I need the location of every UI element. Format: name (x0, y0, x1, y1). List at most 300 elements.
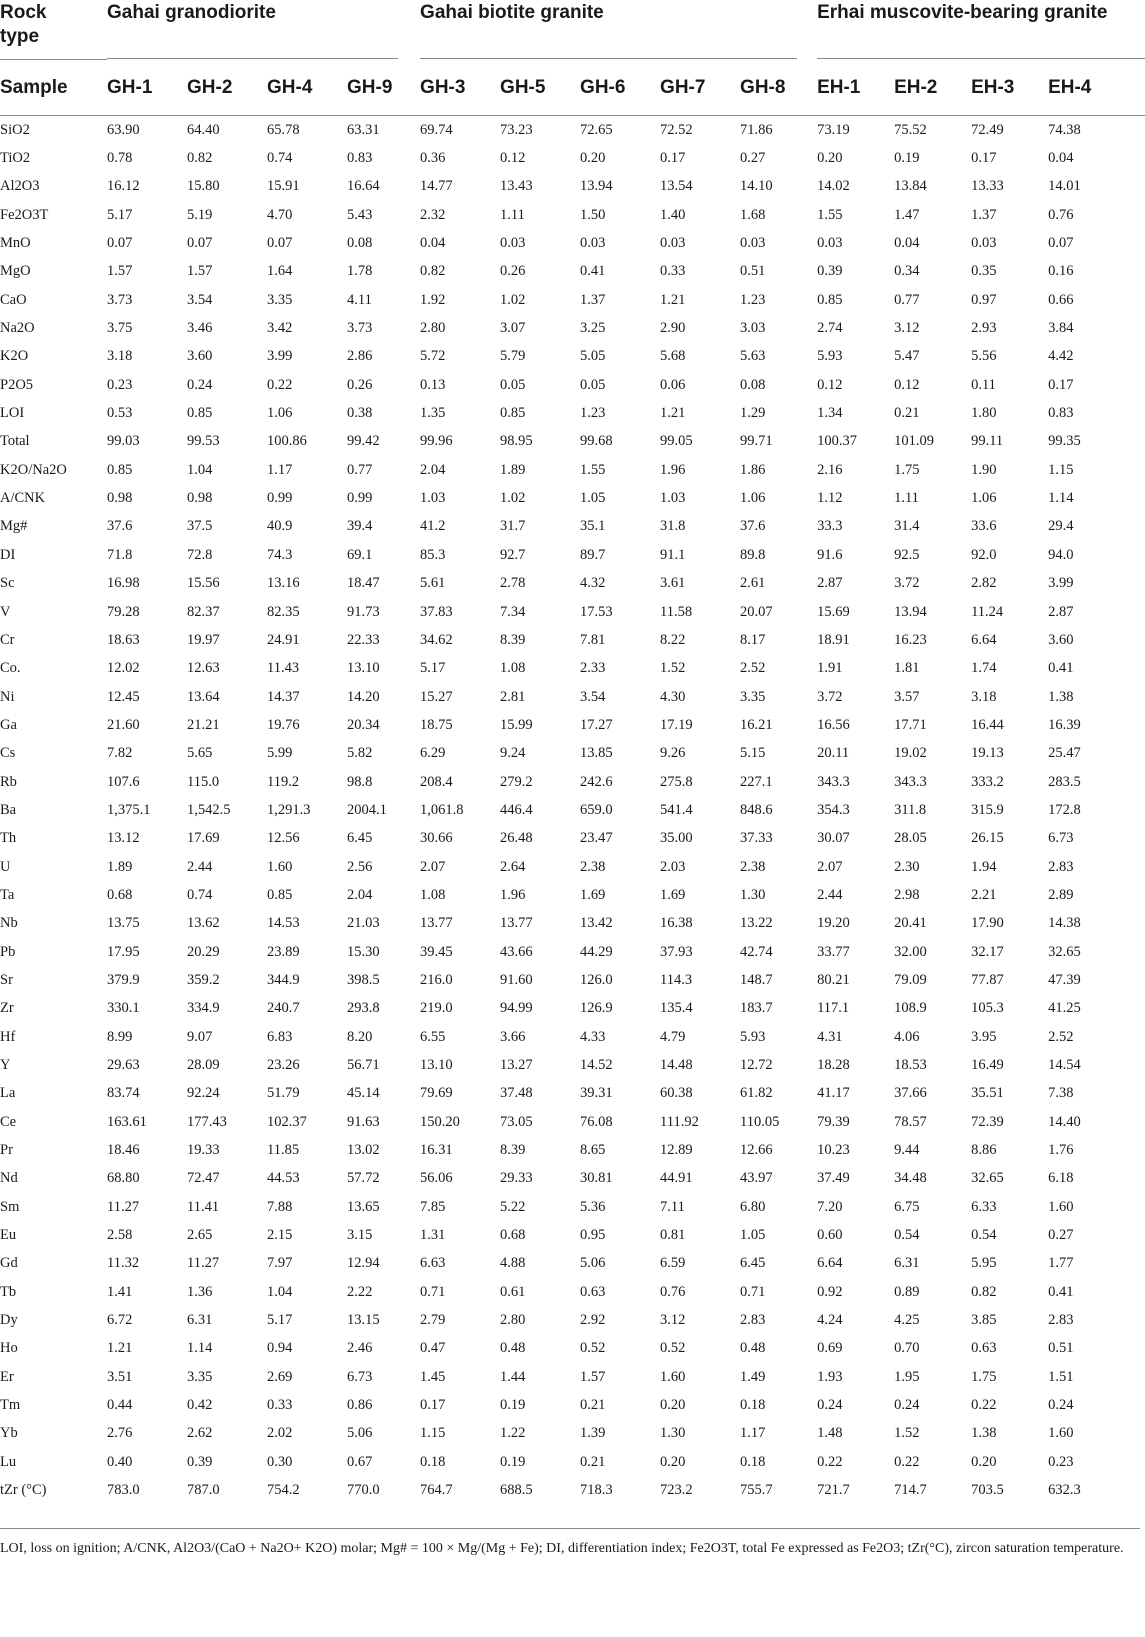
table-cell: 2.83 (1048, 1312, 1074, 1329)
table-cell: 0.85 (187, 405, 213, 422)
table-cell: 12.89 (660, 1142, 693, 1159)
table-cell: 0.74 (267, 150, 293, 167)
table-cell: 72.65 (580, 121, 613, 138)
table-cell: 1.92 (420, 291, 446, 308)
table-cell: 2.90 (660, 320, 686, 337)
table-cell: 1.57 (580, 1368, 606, 1385)
table-cell: 5.17 (420, 660, 446, 677)
table-cell: 14.37 (267, 688, 300, 705)
table-cell: 12.02 (107, 660, 140, 677)
table-cell: 14.48 (660, 1057, 693, 1074)
table-cell: 0.70 (894, 1340, 920, 1357)
sample-header: GH-7 (660, 60, 740, 116)
sample-column-header: Sample (0, 60, 107, 116)
table-cell: 3.15 (347, 1227, 373, 1244)
table-cell: 3.46 (187, 320, 213, 337)
sample-header: GH-1 (107, 60, 187, 116)
table-cell: 216.0 (420, 971, 453, 988)
table-cell: 94.0 (1048, 546, 1074, 563)
sample-header: EH-2 (894, 60, 971, 116)
table-cell: 1.77 (1048, 1255, 1074, 1272)
table-cell: 0.34 (894, 263, 920, 280)
table-cell: 77.87 (971, 971, 1004, 988)
table-cell: 333.2 (971, 773, 1004, 790)
row-label: DI (0, 546, 16, 563)
table-cell: 31.8 (660, 518, 686, 535)
table-cell: 3.07 (500, 320, 526, 337)
table-cell: 0.24 (1048, 1397, 1074, 1414)
table-row (0, 1023, 1145, 1051)
table-cell: 89.7 (580, 546, 606, 563)
table-cell: 2.83 (740, 1312, 766, 1329)
table-cell: 1.68 (740, 206, 766, 223)
table-row (0, 1108, 1145, 1136)
table-cell: 2.22 (347, 1283, 373, 1300)
table-cell: 398.5 (347, 971, 380, 988)
table-cell: 3.03 (740, 320, 766, 337)
table-cell: 183.7 (740, 1000, 773, 1017)
row-label: Hf (0, 1028, 16, 1045)
table-cell: 20.29 (187, 943, 220, 960)
table-row (0, 201, 1145, 229)
table-cell: 35.1 (580, 518, 606, 535)
table-cell: 0.03 (740, 235, 766, 252)
table-cell: 0.47 (420, 1340, 446, 1357)
table-cell: 2.02 (267, 1425, 293, 1442)
table-cell: 1.17 (267, 461, 293, 478)
table-cell: 2.61 (740, 575, 766, 592)
table-cell: 115.0 (187, 773, 220, 790)
table-cell: 2.46 (347, 1340, 373, 1357)
row-label: P2O5 (0, 376, 34, 393)
table-cell: 2.32 (420, 206, 446, 223)
table-cell: 4.30 (660, 688, 686, 705)
table-cell: 19.76 (267, 716, 300, 733)
table-row (0, 683, 1145, 711)
table-cell: 0.12 (500, 150, 526, 167)
row-label: MnO (0, 235, 31, 252)
table-row (0, 428, 1145, 456)
table-cell: 14.10 (740, 178, 773, 195)
table-cell: 12.66 (740, 1142, 773, 1159)
table-cell: 0.76 (1048, 206, 1074, 223)
table-cell: 6.45 (347, 830, 373, 847)
table-cell: 1.69 (660, 886, 686, 903)
table-cell: 0.85 (817, 291, 843, 308)
table-cell: 37.5 (187, 518, 213, 535)
table-cell: 5.72 (420, 348, 446, 365)
table-cell: 0.39 (187, 1453, 213, 1470)
row-label: Rb (0, 773, 17, 790)
table-cell: 5.36 (580, 1198, 606, 1215)
table-cell: 2.87 (817, 575, 843, 592)
table-cell: 0.24 (894, 1397, 920, 1414)
table-row (0, 796, 1145, 824)
table-cell: 11.41 (187, 1198, 220, 1215)
table-cell: 61.82 (740, 1085, 773, 1102)
table-cell: 9.26 (660, 745, 686, 762)
table-cell: 126.0 (580, 971, 613, 988)
table-cell: 0.22 (267, 376, 293, 393)
table-cell: 0.04 (420, 235, 446, 252)
table-row (0, 399, 1145, 427)
table-cell: 60.38 (660, 1085, 693, 1102)
table-cell: 5.99 (267, 745, 293, 762)
table-cell: 1.31 (420, 1227, 446, 1244)
table-cell: 2.03 (660, 858, 686, 875)
table-cell: 3.54 (187, 291, 213, 308)
row-label: Ba (0, 801, 17, 818)
row-label: Ta (0, 886, 15, 903)
sample-header: GH-9 (347, 60, 420, 116)
row-label: Total (0, 433, 30, 450)
table-cell: 3.99 (267, 348, 293, 365)
table-cell: 114.3 (660, 971, 693, 988)
table-cell: 117.1 (817, 1000, 850, 1017)
table-cell: 41.2 (420, 518, 446, 535)
table-cell: 1.60 (660, 1368, 686, 1385)
table-row (0, 881, 1145, 909)
table-row (0, 1221, 1145, 1249)
table-cell: 1.44 (500, 1368, 526, 1385)
table-cell: 0.54 (894, 1227, 920, 1244)
table-cell: 94.99 (500, 1000, 533, 1017)
table-cell: 0.83 (347, 150, 373, 167)
table-cell: 1.50 (580, 206, 606, 223)
table-row (0, 1136, 1145, 1164)
table-cell: 17.53 (580, 603, 613, 620)
table-cell: 0.03 (580, 235, 606, 252)
table-cell: 5.79 (500, 348, 526, 365)
table-cell: 446.4 (500, 801, 533, 818)
table-cell: 11.85 (267, 1142, 300, 1159)
table-cell: 2.98 (894, 886, 920, 903)
table-cell: 0.82 (187, 150, 213, 167)
table-cell: 73.05 (500, 1113, 533, 1130)
table-cell: 1.14 (187, 1340, 213, 1357)
table-row (0, 853, 1145, 881)
table-cell: 0.92 (817, 1283, 843, 1300)
table-cell: 150.20 (420, 1113, 460, 1130)
table-cell: 2.44 (187, 858, 213, 875)
table-cell: 101.09 (894, 433, 934, 450)
table-cell: 0.12 (894, 376, 920, 393)
table-cell: 0.11 (971, 376, 996, 393)
table-cell: 1.76 (1048, 1142, 1074, 1159)
row-label: tZr (°C) (0, 1482, 47, 1499)
table-cell: 8.39 (500, 1142, 526, 1159)
table-cell: 11.24 (971, 603, 1004, 620)
table-cell: 44.91 (660, 1170, 693, 1187)
table-row (0, 1335, 1145, 1363)
table-cell: 2.38 (580, 858, 606, 875)
table-cell: 6.29 (420, 745, 446, 762)
table-cell: 764.7 (420, 1482, 453, 1499)
table-cell: 69.74 (420, 121, 453, 138)
sample-header: GH-5 (500, 60, 580, 116)
table-cell: 4.06 (894, 1028, 920, 1045)
table-cell: 79.28 (107, 603, 140, 620)
table-cell: 12.94 (347, 1255, 380, 1272)
table-cell: 6.72 (107, 1312, 133, 1329)
table-cell: 2.92 (580, 1312, 606, 1329)
table-cell: 3.75 (107, 320, 133, 337)
table-cell: 0.44 (107, 1397, 133, 1414)
table-cell: 13.12 (107, 830, 140, 847)
row-label: Pb (0, 943, 16, 960)
table-cell: 1.21 (660, 405, 686, 422)
table-cell: 82.37 (187, 603, 220, 620)
table-cell: 17.90 (971, 915, 1004, 932)
sample-header: GH-4 (267, 60, 347, 116)
table-cell: 40.9 (267, 518, 293, 535)
table-cell: 2.16 (817, 461, 843, 478)
table-cell: 6.80 (740, 1198, 766, 1215)
table-cell: 359.2 (187, 971, 220, 988)
table-cell: 0.23 (1048, 1453, 1074, 1470)
table-cell: 0.89 (894, 1283, 920, 1300)
table-cell: 32.65 (1048, 943, 1081, 960)
table-cell: 1.37 (580, 291, 606, 308)
row-label: Sc (0, 575, 15, 592)
table-cell: 21.60 (107, 716, 140, 733)
table-cell: 0.66 (1048, 291, 1074, 308)
table-cell: 2.64 (500, 858, 526, 875)
table-cell: 1.55 (580, 461, 606, 478)
table-cell: 0.48 (740, 1340, 766, 1357)
table-cell: 18.46 (107, 1142, 140, 1159)
table-cell: 9.44 (894, 1142, 920, 1159)
table-cell: 0.86 (347, 1397, 373, 1414)
table-cell: 126.9 (580, 1000, 613, 1017)
table-cell: 311.8 (894, 801, 927, 818)
table-cell: 5.17 (267, 1312, 293, 1329)
table-cell: 34.48 (894, 1170, 927, 1187)
table-cell: 91.73 (347, 603, 380, 620)
table-cell: 1,061.8 (420, 801, 464, 818)
table-cell: 1.91 (817, 660, 843, 677)
row-label: Lu (0, 1453, 17, 1470)
table-cell: 0.22 (817, 1453, 843, 1470)
table-cell: 74.38 (1048, 121, 1081, 138)
table-cell: 0.85 (267, 886, 293, 903)
table-cell: 63.31 (347, 121, 380, 138)
table-cell: 0.27 (740, 150, 766, 167)
table-cell: 0.07 (267, 235, 293, 252)
table-cell: 0.54 (971, 1227, 997, 1244)
table-cell: 108.9 (894, 1000, 927, 1017)
table-cell: 3.18 (971, 688, 997, 705)
table-cell: 0.38 (347, 405, 373, 422)
table-cell: 7.97 (267, 1255, 293, 1272)
table-cell: 1.04 (187, 461, 213, 478)
table-cell: 1.23 (580, 405, 606, 422)
table-cell: 3.61 (660, 575, 686, 592)
table-cell: 3.12 (660, 1312, 686, 1329)
table-cell: 13.84 (894, 178, 927, 195)
table-cell: 32.00 (894, 943, 927, 960)
table-cell: 1.45 (420, 1368, 446, 1385)
table-cell: 43.66 (500, 943, 533, 960)
table-cell: 0.16 (1048, 263, 1074, 280)
table-cell: 44.53 (267, 1170, 300, 1187)
table-cell: 80.21 (817, 971, 850, 988)
table-cell: 51.79 (267, 1085, 300, 1102)
table-cell: 0.40 (107, 1453, 133, 1470)
table-cell: 99.03 (107, 433, 140, 450)
table-cell: 0.17 (660, 150, 686, 167)
table-cell: 0.20 (580, 150, 606, 167)
table-cell: 37.6 (740, 518, 766, 535)
sample-header: EH-4 (1048, 60, 1145, 116)
table-row (0, 1278, 1145, 1306)
row-label: Eu (0, 1227, 17, 1244)
row-label: Na2O (0, 320, 35, 337)
table-cell: 2004.1 (347, 801, 387, 818)
table-cell: 3.57 (894, 688, 920, 705)
table-cell: 20.11 (817, 745, 850, 762)
table-cell: 0.19 (500, 1397, 526, 1414)
table-cell: 4.25 (894, 1312, 920, 1329)
table-cell: 0.95 (580, 1227, 606, 1244)
table-cell: 8.65 (580, 1142, 606, 1159)
table-row (0, 1193, 1145, 1221)
table-cell: 3.72 (817, 688, 843, 705)
table-cell: 0.17 (420, 1397, 446, 1414)
table-cell: 721.7 (817, 1482, 850, 1499)
table-cell: 0.26 (500, 263, 526, 280)
table-cell: 0.76 (660, 1283, 686, 1300)
table-cell: 0.99 (267, 490, 293, 507)
table-cell: 30.66 (420, 830, 453, 847)
table-cell: 7.81 (580, 631, 606, 648)
table-cell: 72.47 (187, 1170, 220, 1187)
table-cell: 2.15 (267, 1227, 293, 1244)
table-cell: 0.24 (187, 376, 213, 393)
row-label: Th (0, 830, 17, 847)
row-label: Ga (0, 716, 17, 733)
table-cell: 0.04 (894, 235, 920, 252)
table-cell: 17.71 (894, 716, 927, 733)
table-cell: 42.74 (740, 943, 773, 960)
row-label: Dy (0, 1312, 18, 1329)
table-cell: 35.00 (660, 830, 693, 847)
table-cell: 16.98 (107, 575, 140, 592)
table-cell: 1.74 (971, 660, 997, 677)
table-cell: 1.35 (420, 405, 446, 422)
table-cell: 2.04 (347, 886, 373, 903)
table-cell: 0.20 (660, 1453, 686, 1470)
table-row (0, 456, 1145, 484)
table-cell: 71.86 (740, 121, 773, 138)
table-cell: 1.39 (580, 1425, 606, 1442)
table-cell: 37.33 (740, 830, 773, 847)
table-cell: 0.77 (894, 291, 920, 308)
table-cell: 91.60 (500, 971, 533, 988)
table-cell: 41.17 (817, 1085, 850, 1102)
table-cell: 3.42 (267, 320, 293, 337)
table-cell: 16.56 (817, 716, 850, 733)
table-cell: 632.3 (1048, 1482, 1081, 1499)
table-cell: 18.47 (347, 575, 380, 592)
table-cell: 73.19 (817, 121, 850, 138)
table-cell: 18.53 (894, 1057, 927, 1074)
table-cell: 110.05 (740, 1113, 780, 1130)
table-row (0, 1363, 1145, 1391)
row-label: Sm (0, 1198, 20, 1215)
table-row (0, 484, 1145, 512)
table-cell: 0.03 (817, 235, 843, 252)
table-cell: 1.22 (500, 1425, 526, 1442)
table-cell: 107.6 (107, 773, 140, 790)
table-cell: 293.8 (347, 1000, 380, 1017)
table-cell: 2.80 (500, 1312, 526, 1329)
table-cell: 0.52 (660, 1340, 686, 1357)
table-cell: 18.63 (107, 631, 140, 648)
row-label: K2O (0, 348, 29, 365)
table-cell: 11.43 (267, 660, 300, 677)
table-cell: 83.74 (107, 1085, 140, 1102)
table-cell: 34.62 (420, 631, 453, 648)
table-cell: 1.37 (971, 206, 997, 223)
row-label: Zr (0, 1000, 14, 1017)
table-row (0, 258, 1145, 286)
table-cell: 13.64 (187, 688, 220, 705)
table-cell: 16.39 (1048, 716, 1081, 733)
table-cell: 0.19 (500, 1453, 526, 1470)
table-cell: 0.51 (740, 263, 766, 280)
table-cell: 12.56 (267, 830, 300, 847)
table-cell: 0.63 (971, 1340, 997, 1357)
table-cell: 13.94 (894, 603, 927, 620)
table-cell: 72.52 (660, 121, 693, 138)
table-cell: 23.47 (580, 830, 613, 847)
table-cell: 5.22 (500, 1198, 526, 1215)
table-cell: 2.21 (971, 886, 997, 903)
table-cell: 6.73 (347, 1368, 373, 1385)
table-cell: 5.56 (971, 348, 997, 365)
table-cell: 5.15 (740, 745, 766, 762)
table-cell: 0.18 (740, 1453, 766, 1470)
table-cell: 4.24 (817, 1312, 843, 1329)
table-cell: 18.75 (420, 716, 453, 733)
table-cell: 39.31 (580, 1085, 613, 1102)
table-cell: 73.23 (500, 121, 533, 138)
table-cell: 105.3 (971, 1000, 1004, 1017)
table-cell: 755.7 (740, 1482, 773, 1499)
table-cell: 7.85 (420, 1198, 446, 1215)
row-label: MgO (0, 263, 31, 280)
table-cell: 76.08 (580, 1113, 613, 1130)
table-footnote: LOI, loss on ignition; A/CNK, Al2O3/(CaO + Na2O+ K2O) molar; Mg# = 100 × Mg/(Mg + Fe); DI, differentiation index; Fe2O3T, total Fe expressed as Fe2O3; tZr(°C), zircon saturation temperature. (0, 1528, 1140, 1559)
row-label: Er (0, 1368, 14, 1385)
table-cell: 74.3 (267, 546, 293, 563)
table-cell: 65.78 (267, 121, 300, 138)
table-cell: 3.35 (740, 688, 766, 705)
table-cell: 0.94 (267, 1340, 293, 1357)
rock-type-header: Rock type (0, 0, 107, 60)
table-cell: 99.35 (1048, 433, 1081, 450)
table-cell: 2.81 (500, 688, 526, 705)
table-cell: 1.38 (1048, 688, 1074, 705)
table-cell: 0.23 (107, 376, 133, 393)
sample-header-row (0, 60, 1145, 116)
row-label: TiO2 (0, 150, 31, 167)
table-cell: 16.23 (894, 631, 927, 648)
table-cell: 0.36 (420, 150, 446, 167)
row-label: LOI (0, 405, 25, 422)
table-cell: 17.69 (187, 830, 220, 847)
